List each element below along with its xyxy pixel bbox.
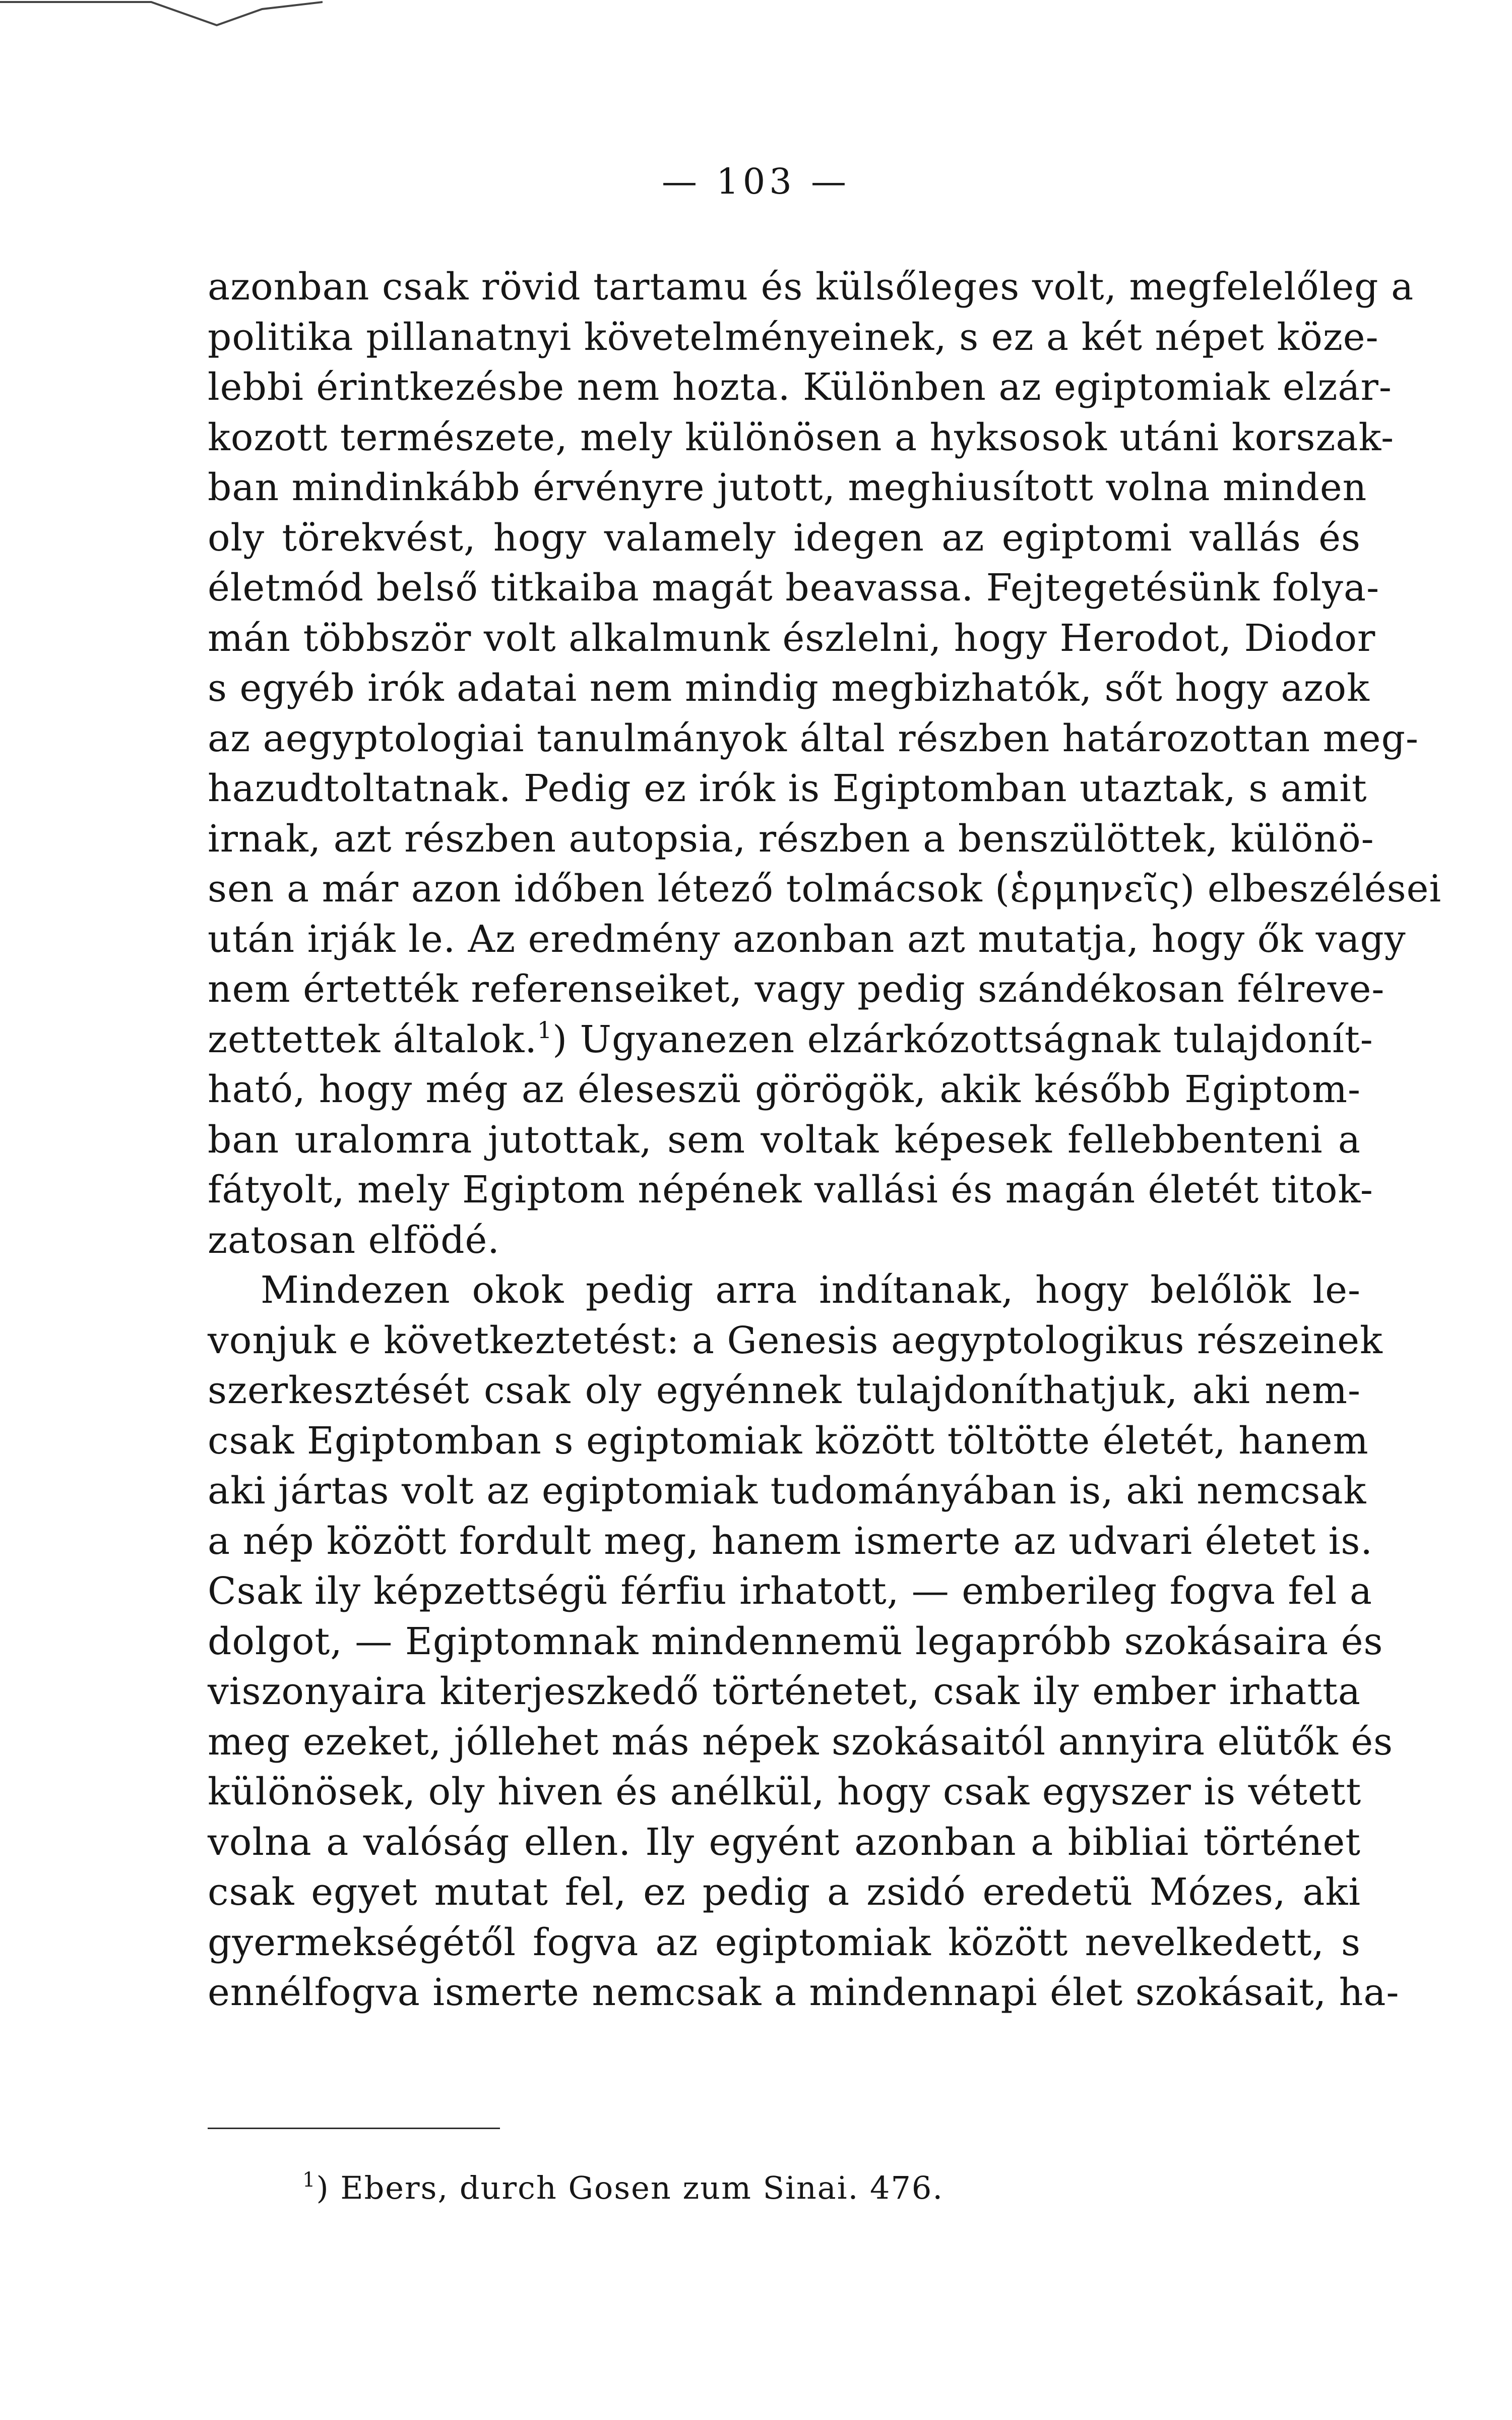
- footnote: [302, 2168, 943, 2208]
- text-line: Csak ily képzettségü férfiu irhatott, — emberileg fogva fel a: [208, 1569, 1373, 1613]
- text-line: lebbi érintkezésbe nem hozta. Különben az egiptomiak elzár-: [208, 366, 1392, 409]
- text-line: ban uralomra jutottak, sem voltak képesek fellebbenteni a: [208, 1118, 1361, 1162]
- text-line: politika pillanatnyi követelményeinek, s ez a két népet köze-: [208, 315, 1379, 359]
- text-line: hazudtoltatnak. Pedig ez irók is Egiptomban utaztak, s amit: [208, 767, 1367, 810]
- text-line: életmód belső titkaiba magát beavassa. Fejtegetésünk folya-: [208, 566, 1380, 610]
- text-line: aki jártas volt az egiptomiak tudományában is, aki nemcsak: [208, 1469, 1367, 1512]
- text-line: ennélfogva ismerte nemcsak a mindennapi élet szokásait, ha-: [208, 1971, 1400, 2014]
- page-corner-mark: [0, 0, 323, 30]
- text-line: zatosan elfödé.: [208, 1218, 500, 1262]
- text-line: ban mindinkább érvényre jutott, meghiusított volna minden: [208, 466, 1367, 509]
- page-number: — 103 —: [661, 161, 851, 202]
- text-line: ható, hogy még az éleseszü görögök, akik később Egiptom-: [208, 1068, 1361, 1111]
- text-line: azonban csak rövid tartamu és külsőleges volt, megfelelőleg a: [208, 265, 1414, 309]
- text-line: viszonyaira kiterjeszkedő történetet, csak ily ember irhatta: [208, 1670, 1361, 1713]
- text-line: s egyéb irók adatai nem mindig megbizhatók, sőt hogy azok: [208, 667, 1370, 710]
- footnote-separator: [208, 2128, 500, 2129]
- text-line: kozott természete, mely különösen a hyksosok utáni korszak-: [208, 415, 1395, 459]
- text-line: vonjuk e következtetést: a Genesis aegyptologikus részeinek: [208, 1318, 1383, 1362]
- text-line: irnak, azt részben autopsia, részben a benszülöttek, különö-: [208, 817, 1374, 861]
- text-line: oly törekvést, hogy valamely idegen az egiptomi vallás és: [208, 516, 1361, 560]
- text-line: csak egyet mutat fel, ez pedig a zsidó eredetü Mózes, aki: [208, 1870, 1361, 1914]
- text-line: mán többször volt alkalmunk észlelni, hogy Herodot, Diodor: [208, 616, 1376, 660]
- text-line: meg ezeket, jóllehet más népek szokásaitól annyira elütők és: [208, 1720, 1394, 1764]
- text-line: szerkesztését csak oly egyénnek tulajdoníthatjuk, aki nem-: [208, 1369, 1361, 1412]
- text-line: különösek, oly hiven és anélkül, hogy csak egyszer is vétett: [208, 1770, 1362, 1813]
- text-line: fátyolt, mely Egiptom népének vallási és magán életét titok-: [208, 1168, 1373, 1212]
- text-line: után irják le. Az eredmény azonban azt mutatja, hogy ők vagy: [208, 917, 1406, 961]
- text-line: nem értették referenseiket, vagy pedig szándékosan félreve-: [208, 967, 1385, 1011]
- footnote-reference: 1: [537, 1016, 553, 1044]
- text-line: gyermekségétől fogva az egiptomiak között nevelkedett, s: [208, 1920, 1361, 1964]
- text-line: Mindezen okok pedig arra indítanak, hogy belőlök le-: [261, 1268, 1361, 1312]
- paragraph-2: [208, 1265, 1400, 2018]
- text-line: dolgot, — Egiptomnak mindennemü legapróbb szokásaira és: [208, 1619, 1383, 1663]
- text-line: az aegyptologiai tanulmányok által részben határozottan meg-: [208, 716, 1419, 760]
- line-segment: ) Ugyanezen elzárkózottságnak tulajdonít-: [552, 1017, 1373, 1061]
- text-line: volna a valóság ellen. Ily egyént azonban a bibliai történet: [208, 1820, 1361, 1864]
- text-line-with-footnote-ref: [208, 1015, 1373, 1065]
- line-segment: zettettek általok.: [208, 1017, 537, 1061]
- body-text: [208, 262, 1442, 2018]
- footnote-text: ) Ebers, durch Gosen zum Sinai. 476.: [316, 2169, 944, 2206]
- paragraph-1: [208, 262, 1442, 1265]
- footnote-marker: 1: [302, 2168, 317, 2192]
- text-line: csak Egiptomban s egiptomiak között töltötte életét, hanem: [208, 1419, 1369, 1463]
- text-line: a nép között fordult meg, hanem ismerte az udvari életet is.: [208, 1519, 1373, 1563]
- text-line: sen a már azon időben létező tolmácsok (ἑρμηνεῖς) elbeszélései: [208, 867, 1442, 911]
